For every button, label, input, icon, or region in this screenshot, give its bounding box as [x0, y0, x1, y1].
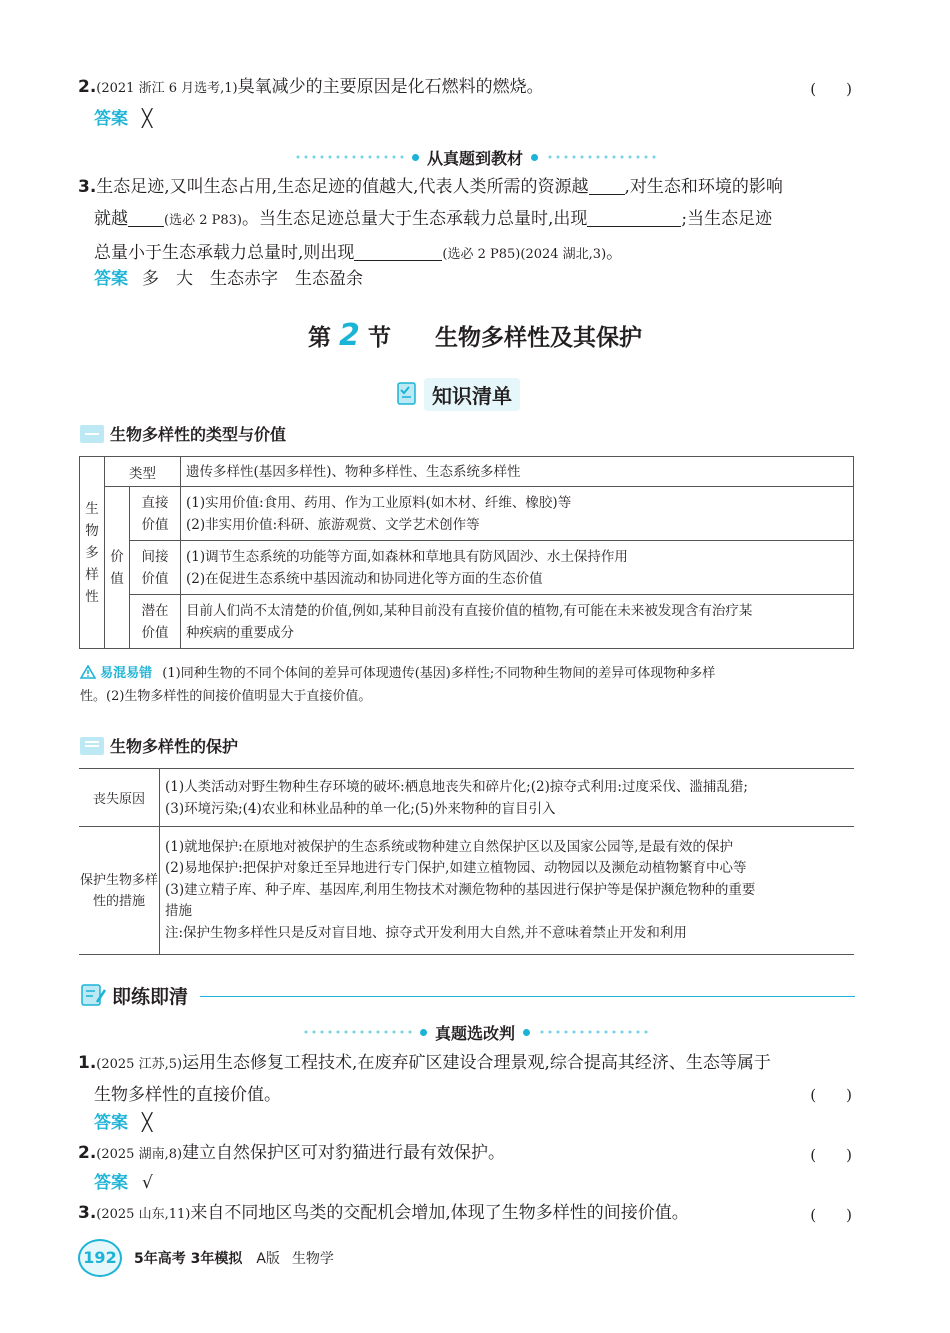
- protection-measures-label-cell: [79, 827, 160, 955]
- row-label: 潜在价值: [141, 602, 169, 641]
- section-title: [0, 318, 950, 353]
- question-source: (2025 江苏,5): [96, 1057, 183, 1072]
- type-label: 类型: [105, 457, 181, 487]
- caution-note: [80, 662, 856, 708]
- fill-blank[interactable]: [589, 176, 625, 195]
- question-number: 3.: [78, 177, 97, 197]
- answer-paren: ( ): [810, 80, 852, 98]
- practice-banner-title: 即练即清: [112, 986, 189, 1008]
- section-title-text: 生物多样性及其保护: [434, 325, 642, 351]
- warning-icon: [80, 665, 96, 679]
- dots-decoration: [546, 154, 656, 160]
- question-number: 3.: [78, 1203, 97, 1223]
- section-prefix: 第: [308, 325, 332, 351]
- answer-row: [94, 104, 152, 134]
- answer-label: 答案: [94, 1173, 128, 1193]
- page-number: 192: [78, 1239, 122, 1277]
- answer-label: 答案: [94, 269, 128, 289]
- question-source: (2025 湖南,8): [96, 1147, 183, 1162]
- line: (3)建立精子库、种子库、基因库,利用生物技术对濒危物种的基因进行保护等是保护濒危物种的重要: [165, 881, 756, 898]
- question-text: 总量小于生态承载力总量时,则出现: [94, 243, 355, 263]
- protection-measures-text: [160, 827, 855, 955]
- knowledge-banner: [394, 378, 534, 410]
- dots-decoration: [302, 1029, 412, 1035]
- indirect-value-text: [181, 541, 854, 595]
- question-number: 2.: [78, 77, 97, 97]
- page-footer: [78, 1240, 334, 1276]
- indirect-value-label: [130, 541, 181, 595]
- direct-value-text: [181, 487, 854, 541]
- part2-heading: [80, 734, 238, 757]
- side-label: 生物多样性: [85, 500, 99, 605]
- caution-label: 易混易错: [100, 666, 153, 681]
- answer-paren: ( ): [810, 1146, 852, 1164]
- line: (2)非实用价值:科研、旅游观赏、文学艺术创作等: [186, 516, 480, 533]
- section-number: 2: [339, 318, 360, 353]
- pencil-note-icon: [80, 982, 108, 1008]
- loss-causes-text: [160, 769, 855, 827]
- dot-decoration: [420, 1029, 427, 1036]
- line: 目前人们尚不太清楚的价值,例如,某种目前没有直接价值的植物,有可能在未来被发现含有治疗某: [186, 602, 753, 619]
- part1-heading-text: 生物多样性的类型与价值: [110, 425, 287, 444]
- question-3-top: [78, 172, 868, 270]
- answer-row: [94, 1108, 152, 1138]
- answer-label: 答案: [94, 109, 128, 129]
- dot-decoration: [531, 154, 538, 161]
- question-number: 1.: [78, 1053, 97, 1073]
- question-number: 2.: [78, 1143, 97, 1163]
- answer-paren: ( ): [810, 1206, 852, 1224]
- divider-exam-judgment: [300, 1021, 650, 1043]
- line: (2)易地保护:把保护对象迁至异地进行专门保护,如建立植物园、动物园以及濒危动植物繁育中心等: [165, 860, 747, 877]
- line: (1)就地保护:在原地对被保护的生态系统或物种建立自然保护区以及国家公园等,是最有效的保护: [165, 838, 733, 855]
- book-title: 5年高考 3年模拟: [134, 1251, 243, 1267]
- line: (1)实用价值:食用、药用、作为工业原料(如木材、纤维、橡胶)等: [186, 494, 572, 511]
- dot-decoration: [412, 154, 419, 161]
- question-source: (选必 2 P83): [164, 213, 242, 228]
- dots-decoration: [294, 154, 404, 160]
- answer-paren: ( ): [810, 1086, 852, 1104]
- fill-blank[interactable]: [587, 208, 681, 227]
- divider-title: 真题选改判: [434, 1023, 515, 1043]
- question-text: ;当生态足迹: [681, 209, 773, 229]
- answer-value: 多 大 生态赤字 生态盈余: [142, 269, 363, 289]
- potential-value-label: [130, 595, 181, 649]
- banner-rule: [200, 996, 855, 997]
- caution-text: (1)同种生物的不同个体间的差异可体现遗传(基因)多样性;不同物种生物间的差异可体现物种多样: [162, 666, 716, 681]
- section-one-badge: [80, 425, 104, 443]
- row-label: 直接价值: [141, 494, 169, 533]
- side-label-cell: [80, 457, 105, 649]
- potential-value-text: [181, 595, 854, 649]
- fill-blank[interactable]: [128, 208, 164, 227]
- answer-label: 答案: [94, 1113, 128, 1133]
- line: 种疾病的重要成分: [186, 624, 294, 641]
- dots-decoration: [538, 1029, 648, 1035]
- practice-question-1: [78, 1048, 868, 1110]
- question-2-top: [78, 72, 858, 104]
- question-text: 。当生态足迹总量大于生态承载力总量时,出现: [241, 209, 588, 229]
- line: (2)在促进生态系统中基因流动和协同进化等方面的生态价值: [186, 570, 543, 587]
- line: 措施: [165, 903, 192, 920]
- question-source: (2021 浙江 6 月选考,1): [96, 81, 238, 96]
- answer-value: ╳: [142, 1113, 153, 1133]
- question-text: 建立自然保护区可对豹猫进行最有效保护。: [182, 1143, 506, 1163]
- part1-heading: [80, 422, 286, 445]
- direct-value-label: [130, 487, 181, 541]
- question-text: 运用生态修复工程技术,在废弃矿区建设合理景观,综合提高其经济、生态等属于: [182, 1053, 771, 1073]
- question-text: 臭氧减少的主要原因是化石燃料的燃烧。: [237, 77, 544, 97]
- practice-question-2: [78, 1138, 858, 1170]
- protection-table: [79, 768, 854, 955]
- biodiversity-table: [79, 456, 854, 649]
- line: (3)环境污染;(4)农业和林业品种的单一化;(5)外来物种的盲目引入: [165, 800, 556, 817]
- question-source: (2025 山东,11): [96, 1207, 191, 1222]
- question-source: (选必 2 P85)(2024 湖北,3): [442, 247, 607, 262]
- practice-banner: [80, 982, 855, 1010]
- line: 注:保护生物多样性只是反对盲目地、掠夺式开发利用大自然,并不意味着禁止开发和利用: [165, 924, 687, 941]
- type-text: 遗传多样性(基因多样性)、物种多样性、生态系统多样性: [181, 457, 854, 487]
- section-suffix: 节: [367, 325, 391, 351]
- edition: A版: [256, 1251, 280, 1267]
- part2-heading-text: 生物多样性的保护: [110, 737, 239, 756]
- checklist-icon: [394, 380, 422, 408]
- line: (1)人类活动对野生物种生存环境的破坏:栖息地丧失和碎片化;(2)掠夺式利用:过度采伐、滥捕乱猎;: [165, 778, 748, 795]
- divider-from-exam-to-textbook: [270, 146, 680, 168]
- caution-text: 性。(2)生物多样性的间接价值明显大于直接价值。: [80, 689, 372, 704]
- question-text: 来自不同地区鸟类的交配机会增加,体现了生物多样性的间接价值。: [190, 1203, 689, 1223]
- line: (1)调节生态系统的功能等方面,如森林和草地具有防风固沙、水土保持作用: [186, 548, 628, 565]
- knowledge-banner-title: 知识清单: [424, 378, 520, 411]
- question-text: 就越: [94, 209, 128, 229]
- divider-title: 从真题到教材: [426, 148, 523, 168]
- answer-row: [94, 264, 363, 294]
- fill-blank[interactable]: [354, 242, 442, 261]
- value-label: 价值: [110, 548, 124, 587]
- answer-value: √: [142, 1173, 153, 1193]
- answer-value: ╳: [142, 109, 153, 129]
- dot-decoration: [523, 1029, 530, 1036]
- practice-question-3: [78, 1198, 858, 1230]
- question-text: 。: [606, 243, 624, 263]
- subject: 生物学: [291, 1251, 334, 1267]
- loss-causes-label: 丧失原因: [79, 769, 160, 827]
- protection-measures-label: 保护生物多样性的措施: [80, 872, 159, 909]
- question-text: ,对生态和环境的影响: [624, 177, 783, 197]
- question-text: 生态足迹,又叫生态占用,生态足迹的值越大,代表人类所需的资源越: [96, 177, 589, 197]
- question-text: 生物多样性的直接价值。: [94, 1085, 281, 1105]
- row-label: 间接价值: [141, 548, 169, 587]
- value-label-cell: [105, 487, 130, 649]
- answer-row: [94, 1168, 153, 1198]
- section-two-badge: [80, 737, 104, 755]
